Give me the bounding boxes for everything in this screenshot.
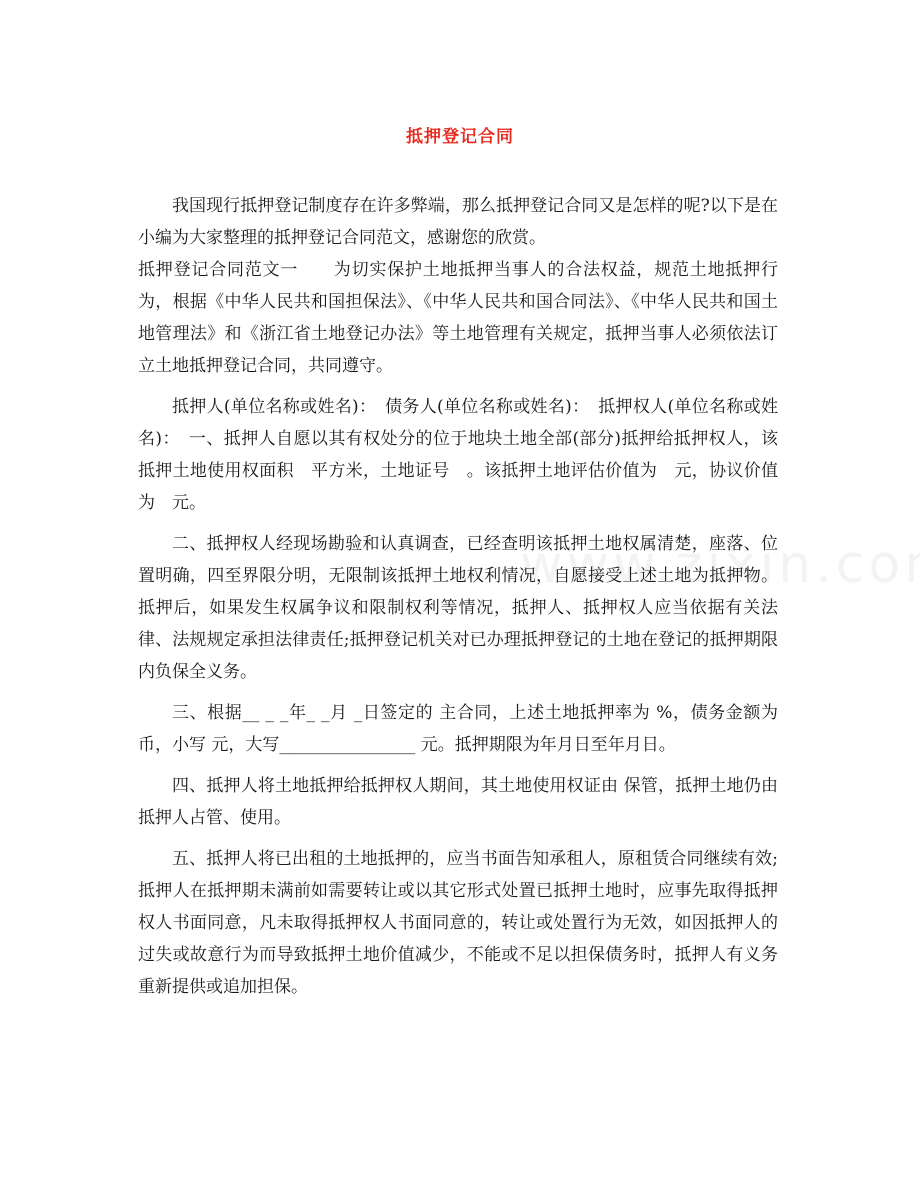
paragraph-clause-4: 四、抵押人将土地抵押给抵押权人期间，其土地使用权证由 保管，抵押土地仍由抵押人占管、使用。 [138,776,778,828]
document-body [138,190,784,1003]
paragraph-clause-2: 二、抵押权人经现场勘验和认真调查，已经查明该抵押土地权属清楚，座落、位置明确，四至界限分明，无限制该抵押土地权利情况，自愿接受上述土地为抵押物。抵押后，如果发生权属争议和限制权利等情况，抵押人、抵押权人应当依据有关法律、法规规定承担法律责任;抵押登记机关对已办理抵押登记的土地在登记的抵押期限内负保全义务。 [138,534,778,682]
document-title: 抵押登记合同 [406,127,514,147]
paragraph-intro: 我国现行抵押登记制度存在许多弊端，那么抵押登记合同又是怎样的呢?以下是在小编为大家整理的抵押登记合同范文，感谢您的欣赏。 [138,196,778,248]
paragraph-clause-3: 三、根据__ _ _年_ _月 _日签定的 主合同，上述土地抵押率为 %，债务金额为 币，小写 元，大写________________ 元。抵押期限为年月日至年月日。 [138,703,784,755]
paragraph-sample-heading: 抵押登记合同范文一 为切实保护土地抵押当事人的合法权益，规范土地抵押行为，根据《中华人民共和国担保法》、《中华人民共和国合同法》、《中华人民共和国土地管理法》和《浙江省土地登记办法》等土地管理有关规定，抵押当事人必须依法订立土地抵押登记合同，共同遵守。 [138,260,778,376]
paragraph-parties: 抵押人(单位名称或姓名)： 债务人(单位名称或姓名)： 抵押权人(单位名称或姓名)： 一、抵押人自愿以其有权处分的位于地块土地全部(部分)抵押给抵押权人，该抵押土地使用权面积 平方米，土地证号 。该抵押土地评估价值为 元，协议价值为 元。 [138,397,778,513]
paragraph-clause-5: 五、抵押人将已出租的土地抵押的，应当书面告知承租人，原租赁合同继续有效;抵押人在抵押期未满前如需要转让或以其它形式处置已抵押土地时，应事先取得抵押权人书面同意，凡未取得抵押权人书面同意的，转让或处置行为无效，如因抵押人的过失或故意行为而导致抵押土地价值减少，不能或不足以担保债务时，抵押人有义务重新提供或追加担保。 [138,849,778,997]
